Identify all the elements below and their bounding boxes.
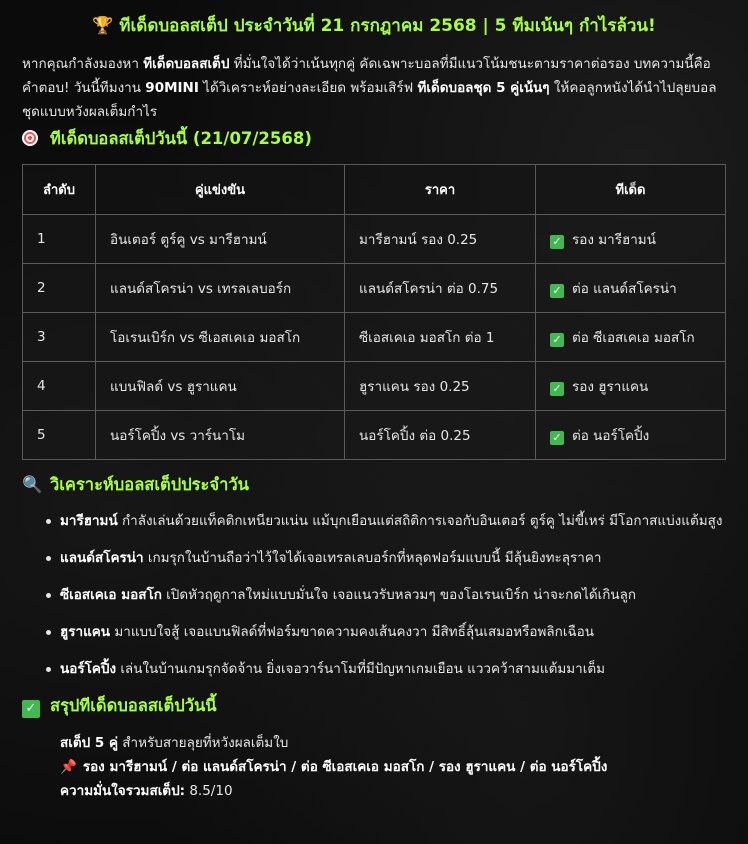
tips-table bbox=[22, 164, 726, 460]
intro-text-2: ที่มั่นใจได้ว่าเน้นทุกคู่ คัดเฉพาะบอลที่มีแนวโน้มชนะตามราคาต่อรอง บทความนี้คือคำตอบ! วันนี้ทีมงาน bbox=[22, 56, 711, 96]
summary-line-3 bbox=[60, 779, 726, 803]
list-item bbox=[60, 584, 726, 606]
summary-bold-3: ความมั่นใจรวมสเต็ป: bbox=[60, 783, 186, 799]
table-row bbox=[23, 313, 726, 362]
analysis-team: ซีเอสเคเอ มอสโก bbox=[60, 587, 162, 603]
intro-bold-3: ทีเด็ดบอลชุด 5 คู่เน้นๆ bbox=[417, 80, 550, 96]
summary-line-1 bbox=[60, 731, 726, 755]
summary-line-2 bbox=[60, 755, 726, 779]
header-odds: ราคา bbox=[345, 165, 536, 215]
cell-rank: 5 bbox=[23, 411, 96, 460]
table-row bbox=[23, 215, 726, 264]
analysis-text: เกมรุกในบ้านถือว่าไว้ใจได้เจอเทรลเลบอร์กที่หลุดฟอร์มแบบนี้ มีลุ้นยิงทะลุราคา bbox=[143, 550, 602, 566]
tip-text: ต่อ ซีเอสเคเอ มอสโก bbox=[572, 330, 695, 346]
analysis-text: มาแบบใจสู้ เจอแบนฟิลด์ที่ฟอร์มขาดความคงเส้นคงวา มีสิทธิ์ลุ้นเสมอหรือพลิกเฉือน bbox=[110, 624, 594, 640]
cell-tip bbox=[536, 215, 726, 264]
table-row bbox=[23, 264, 726, 313]
section-analysis-title: วิเคราะห์บอลสเต็ปประจำวัน bbox=[50, 475, 249, 494]
summary-confidence: 8.5/10 bbox=[185, 783, 233, 799]
analysis-text: กำลังเล่นด้วยแท็คติกเหนียวแน่น แม้บุกเยือนแต่สถิติการเจอกับอินเตอร์ ตูร์คู ไม่ขี้เหร่ มีโอกาสแบ่งแต้มสูง bbox=[117, 513, 723, 529]
analysis-team: แลนด์สโครน่า bbox=[60, 550, 144, 566]
tip-text: ต่อ นอร์โคปิ้ง bbox=[572, 428, 650, 444]
cell-tip bbox=[536, 264, 726, 313]
cell-tip bbox=[536, 411, 726, 460]
table-header-row bbox=[23, 165, 726, 215]
cell-odds: ฮูราแคน รอง 0.25 bbox=[345, 362, 536, 411]
cell-match: โอเรนเบิร์ก vs ซีเอสเคเอ มอสโก bbox=[96, 313, 345, 362]
list-item bbox=[60, 621, 726, 643]
intro-bold-1: ทีเด็ดบอลสเต็ป bbox=[143, 56, 230, 72]
list-item bbox=[60, 547, 726, 569]
section-today-title: ทีเด็ดบอลสเต็ปวันนี้ (21/07/2568) bbox=[50, 129, 312, 148]
header-match: คู่แข่งขัน bbox=[96, 165, 345, 215]
intro-paragraph bbox=[22, 52, 726, 124]
intro-text-3: ได้วิเคราะห์อย่างละเอียด พร้อมเสิร์ฟ bbox=[198, 80, 418, 96]
cell-tip bbox=[536, 362, 726, 411]
intro-text-4: ให้คอลูกหนังได้นำไปลุยบอลชุดแบบหวังผลเต็มกำไร bbox=[22, 80, 717, 120]
cell-odds: ซีเอสเคเอ มอสโก ต่อ 1 bbox=[345, 313, 536, 362]
section-analysis-heading bbox=[22, 470, 726, 500]
analysis-list bbox=[22, 510, 726, 680]
cell-match: อินเตอร์ ตูร์คู vs มารีฮามน์ bbox=[96, 215, 345, 264]
cell-match: แลนด์สโครน่า vs เทรลเลบอร์ก bbox=[96, 264, 345, 313]
summary-picks: รอง มารีฮามน์ / ต่อ แลนด์สโครน่า / ต่อ ซีเอสเคเอ มอสโก / รอง ฮูราแคน / ต่อ นอร์โคปิ้ง bbox=[82, 759, 608, 775]
header-tip: ทีเด็ด bbox=[536, 165, 726, 215]
cell-match: นอร์โคปิ้ง vs วาร์นาโม bbox=[96, 411, 345, 460]
analysis-team: ฮูราแคน bbox=[60, 624, 111, 640]
check-icon: ✓ bbox=[550, 284, 564, 298]
intro-text-1: หากคุณกำลังมองหา bbox=[22, 56, 144, 72]
check-icon: ✓ bbox=[550, 431, 564, 445]
cell-rank: 4 bbox=[23, 362, 96, 411]
check-icon: ✓ bbox=[550, 235, 564, 249]
table-row bbox=[23, 411, 726, 460]
analysis-team: นอร์โคปิ้ง bbox=[60, 661, 117, 677]
tip-text: ต่อ แลนด์สโครน่า bbox=[572, 281, 677, 297]
list-item bbox=[60, 510, 726, 532]
check-box-icon: ✓ bbox=[22, 691, 44, 721]
summary-bold-1: สเต็ป 5 คู่ bbox=[60, 735, 119, 751]
intro-bold-brand: 90MINI bbox=[145, 80, 199, 96]
check-icon: ✓ bbox=[550, 333, 564, 347]
tip-text: รอง ฮูราแคน bbox=[572, 379, 649, 395]
cell-tip bbox=[536, 313, 726, 362]
cell-rank: 3 bbox=[23, 313, 96, 362]
magnifier-icon: 🔍 bbox=[22, 475, 43, 494]
cell-odds: นอร์โคปิ้ง ต่อ 0.25 bbox=[345, 411, 536, 460]
section-summary-title: สรุปทีเด็ดบอลสเต็ปวันนี้ bbox=[50, 696, 217, 715]
analysis-text: เปิดหัวฤดูกาลใหม่แบบมั่นใจ เจอแนวรับหลวมๆ ของโอเรนเบิร์ก น่าจะกดได้เกินลูก bbox=[161, 587, 637, 603]
page-title: 🏆 ทีเด็ดบอลสเต็ป ประจำวันที่ 21 กรกฎาคม 2568 | 5 ทีมเน้นๆ กำไรล้วน! bbox=[92, 16, 656, 36]
check-icon: ✓ bbox=[550, 382, 564, 396]
table-row bbox=[23, 362, 726, 411]
pin-icon: 📌 bbox=[60, 759, 77, 775]
list-item bbox=[60, 658, 726, 680]
cell-odds: แลนด์สโครน่า ต่อ 0.75 bbox=[345, 264, 536, 313]
header-rank: ลำดับ bbox=[23, 165, 96, 215]
summary-block bbox=[22, 731, 726, 803]
cell-match: แบนฟิลด์ vs ฮูราแคน bbox=[96, 362, 345, 411]
tip-text: รอง มารีฮามน์ bbox=[572, 232, 656, 248]
analysis-team: มารีฮามน์ bbox=[60, 513, 118, 529]
cell-rank: 1 bbox=[23, 215, 96, 264]
analysis-text: เล่นในบ้านเกมรุกจัดจ้าน ยิ่งเจอวาร์นาโมที่มีปัญหาเกมเยือน แววคว้าสามแต้มมาเต็ม bbox=[116, 661, 606, 677]
section-today-heading bbox=[22, 124, 726, 154]
target-icon bbox=[22, 124, 44, 154]
summary-text-1: สำหรับสายลุยที่หวังผลเต็มใบ bbox=[118, 735, 289, 751]
section-summary-heading bbox=[22, 691, 726, 721]
cell-odds: มารีฮามน์ รอง 0.25 bbox=[345, 215, 536, 264]
cell-rank: 2 bbox=[23, 264, 96, 313]
